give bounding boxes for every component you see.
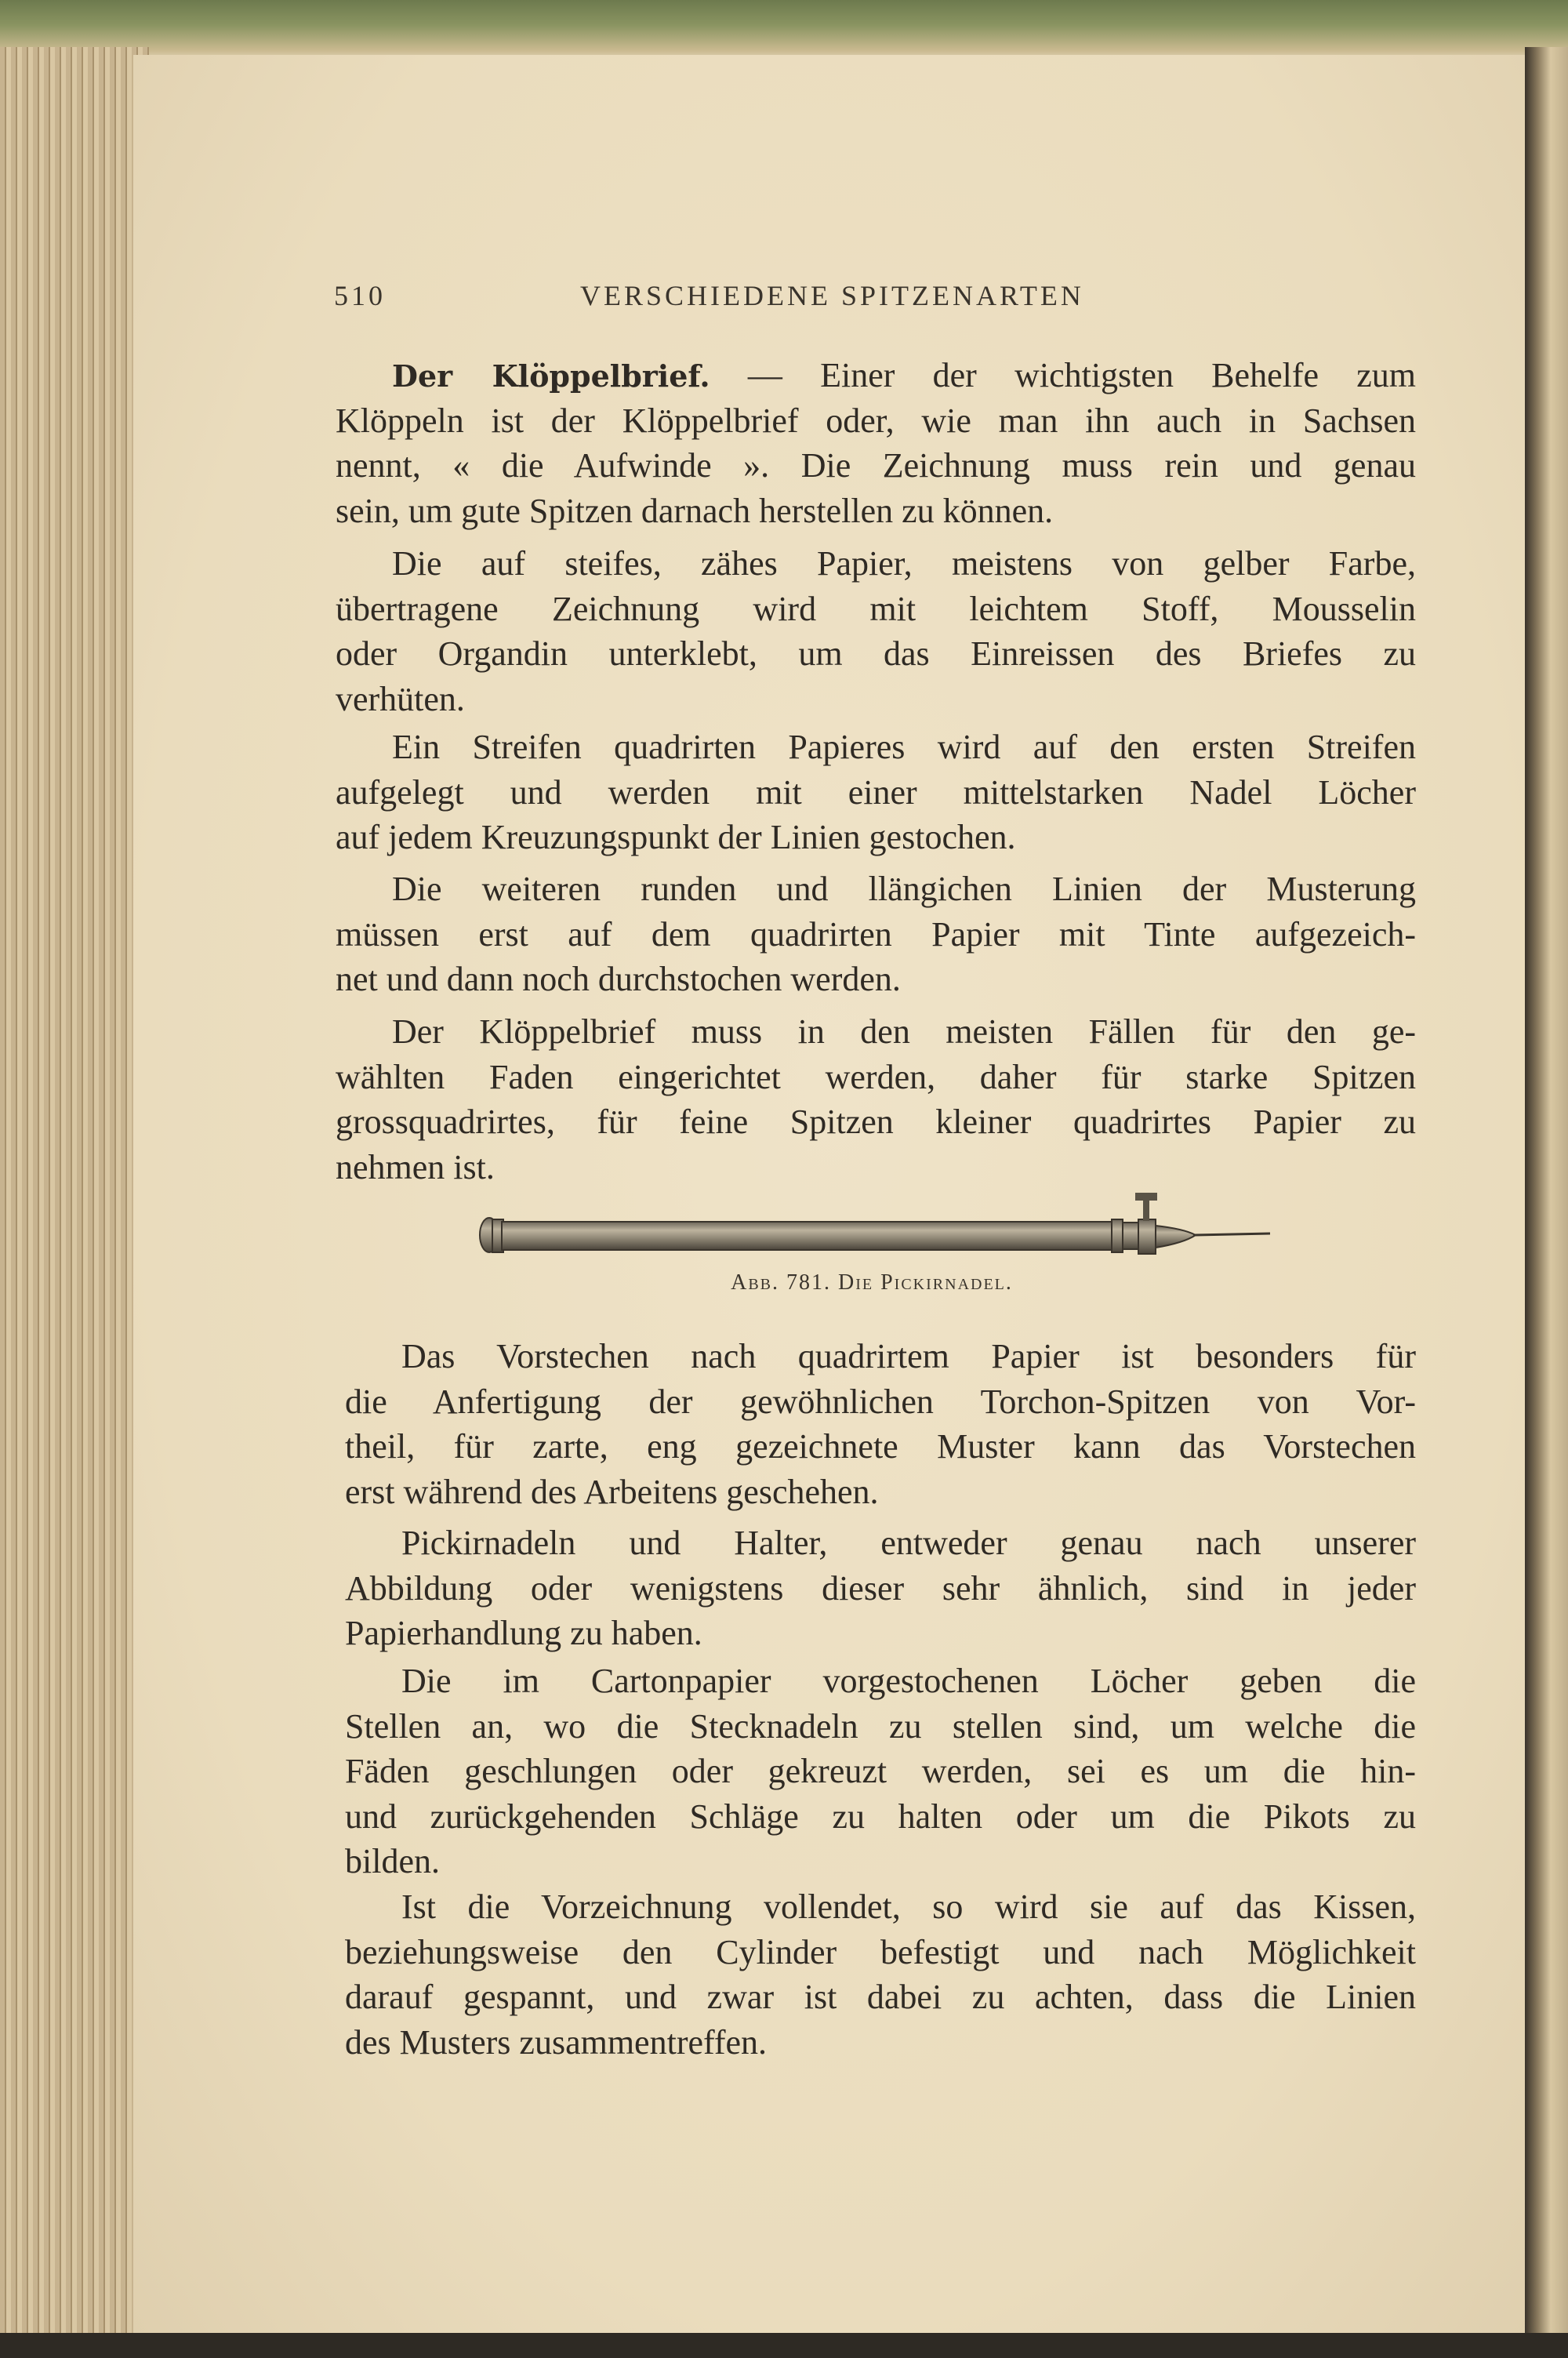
line-text: auf jedem Kreuzungspunkt der Linien gestochen. — [336, 818, 1016, 856]
line-text: übertragene Zeichnung wird mit leichtem Stoff, Mousselin — [336, 589, 1416, 628]
text-line — [336, 541, 1416, 587]
paragraph — [345, 1521, 1416, 1656]
line-text: sein, um gute Spitzen darnach herstellen zu können. — [336, 491, 1054, 530]
text-line — [345, 2020, 1416, 2066]
text-line — [336, 1055, 1416, 1100]
text-line — [336, 587, 1416, 632]
text-line — [336, 398, 1416, 444]
text-line — [345, 1839, 1416, 1884]
line-text: Stellen an, wo die Stecknadeln zu stellen sind, um welche die — [345, 1706, 1416, 1746]
section-heading: Der Klöppelbrief. — [392, 358, 710, 394]
line-text: net und dann noch durchstochen werden. — [336, 960, 901, 998]
text-line — [345, 1659, 1416, 1704]
line-text: Pickirnadeln und Halter, entweder genau nach unserer — [401, 1524, 1416, 1562]
line-text: nehmen ist. — [336, 1147, 495, 1186]
paragraph — [345, 1334, 1416, 1514]
book-spine-edge — [1525, 47, 1568, 2358]
text-line — [336, 957, 1416, 1002]
text-line — [336, 631, 1416, 677]
page-stack-edges — [0, 47, 149, 2337]
text-line — [336, 489, 1416, 534]
book-bottom-edge — [0, 2333, 1568, 2358]
line-text: die Anfertigung der gewöhnlichen Torchon-Spitzen von Vor- — [345, 1382, 1416, 1421]
line-text: wählten Faden eingerichtet werden, daher für starke Spitzen — [336, 1057, 1416, 1096]
text-line — [345, 1470, 1416, 1515]
line-text: Klöppeln ist der Klöppelbrief oder, wie man ihn auch in Sachsen — [336, 401, 1416, 440]
paragraph — [336, 725, 1416, 860]
line-text: nennt, « die Aufwinde ». Die Zeichnung muss rein und genau — [336, 446, 1416, 485]
text-line — [336, 677, 1416, 722]
line-text: oder Organdin unterklebt, um das Einreissen des Briefes zu — [336, 634, 1416, 673]
line-text: bilden. — [345, 1842, 440, 1880]
line-text: grossquadrirtes, für feine Spitzen kleiner quadrirtes Papier zu — [336, 1103, 1416, 1141]
text-line — [336, 770, 1416, 816]
text-line — [345, 1521, 1416, 1566]
line-text: Die weiteren runden und llängichen Linien der Musterung — [392, 870, 1416, 908]
running-title: VERSCHIEDENE SPITZENARTEN — [580, 280, 1084, 311]
paragraph — [336, 1009, 1416, 1190]
line-text: theil, für zarte, eng gezeichnete Muster kann das Vorstechen — [345, 1427, 1416, 1466]
line-text: Fäden geschlungen oder gekreuzt werden, sei es um die hin- — [345, 1752, 1416, 1790]
line-text: Die im Cartonpapier vorgestochenen Löcher geben die — [401, 1662, 1416, 1700]
pickirnadel-illustration — [478, 1188, 1278, 1259]
text-line — [345, 1884, 1416, 1930]
text-line — [345, 1566, 1416, 1611]
line-text: Abbildung oder wenigstens dieser sehr ähnlich, sind in jeder — [345, 1568, 1416, 1608]
text-line — [336, 912, 1416, 957]
text-line — [345, 1704, 1416, 1749]
text-line — [345, 1794, 1416, 1840]
line-text: Der Klöppelbrief muss in den meisten Fällen für den ge- — [392, 1012, 1416, 1051]
text-line — [336, 815, 1416, 860]
text-line — [345, 1975, 1416, 2020]
line-text: verhüten. — [336, 679, 465, 718]
line-text: Das Vorstechen nach quadrirtem Papier ist besonders für — [401, 1337, 1416, 1375]
text-line — [336, 1145, 1416, 1190]
text-line — [345, 1611, 1416, 1656]
line-text: Ist die Vorzeichnung vollendet, so wird sie auf das Kissen, — [401, 1887, 1416, 1926]
line-text: des Musters zusammentreffen. — [345, 2022, 768, 2062]
line-text: aufgelegt und werden mit einer mittelstarken Nadel Löcher — [336, 772, 1416, 812]
paragraph — [345, 1884, 1416, 2065]
figure-caption: Abb. 781. Die Pickirnadel. — [731, 1270, 1013, 1295]
text-line — [345, 1424, 1416, 1470]
line-text: beziehungsweise den Cylinder befestigt und nach Möglichkeit — [345, 1932, 1416, 1971]
line-text: Die auf steifes, zähes Papier, meistens von gelber Farbe, — [392, 544, 1416, 583]
paragraph — [345, 1659, 1416, 1884]
paragraph — [336, 541, 1416, 721]
line-text: und zurückgehenden Schläge zu halten oder um die Pikots zu — [345, 1797, 1416, 1836]
paragraph — [336, 353, 1416, 533]
line-text: erst während des Arbeitens geschehen. — [345, 1472, 879, 1511]
book-top-edge — [0, 0, 1568, 63]
text-line — [336, 1099, 1416, 1145]
text-line — [345, 1334, 1416, 1379]
page-number: 510 — [334, 280, 386, 311]
line-text: Ein Streifen quadrirten Papieres wird auf den ersten Streifen — [392, 728, 1416, 766]
text-line — [336, 867, 1416, 912]
text-line — [336, 725, 1416, 770]
paragraph — [336, 867, 1416, 1002]
text-line — [336, 1009, 1416, 1055]
text-line — [336, 353, 1416, 398]
line-text: darauf gespannt, und zwar ist dabei zu achten, dass die Linien — [345, 1978, 1416, 2016]
text-line — [345, 1930, 1416, 1975]
line-text: müssen erst auf dem quadrirten Papier mit Tinte aufgezeich- — [336, 914, 1416, 954]
text-line — [345, 1749, 1416, 1794]
text-line — [345, 1379, 1416, 1425]
text-line — [336, 443, 1416, 489]
line-text: — Einer der wichtigsten Behelfe zum — [747, 356, 1417, 394]
line-text: Papierhandlung zu haben. — [345, 1614, 702, 1652]
